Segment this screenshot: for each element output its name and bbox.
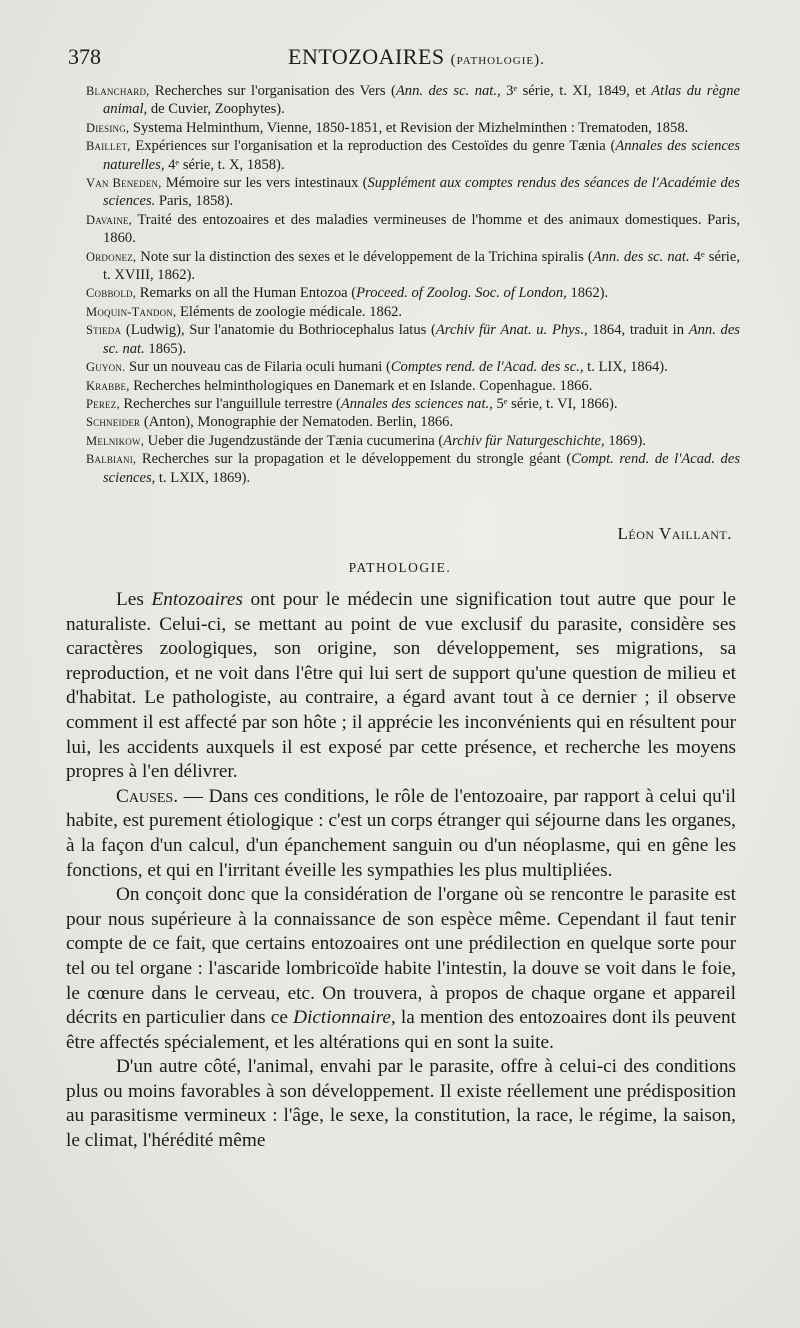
bibliography-entry — [86, 321, 740, 358]
bibliography-entry — [86, 450, 740, 487]
bibliography-entry — [86, 119, 740, 137]
entry-text: 1862). — [566, 285, 609, 302]
entry-text: (Ludwig), Sur l'anatomie du Bothriocephalus latus ( — [121, 322, 436, 339]
bibliography-entry — [86, 432, 740, 450]
section-heading: PATHOLOGIE. — [348, 560, 452, 575]
running-title-main: ENTOZOAIRES — [288, 44, 445, 69]
entry-text: 5ᵉ série, t. VI, 1866). — [492, 395, 618, 412]
entry-text: Remarks on all the Human Entozoa ( — [136, 285, 357, 302]
paragraph-text: Les — [116, 589, 152, 610]
body-paragraph — [66, 785, 736, 883]
entry-title: Atlas du règne animal, — [103, 83, 740, 118]
body-paragraph — [66, 588, 736, 785]
entry-author: Van Beneden, — [86, 176, 162, 191]
entry-text: Recherches sur la propagation et le développement du strongle géant ( — [136, 451, 572, 468]
entry-text: Sur un nouveau cas de Filaria oculi humani ( — [125, 359, 391, 376]
entry-author: Guyon. — [86, 360, 126, 375]
author-signature: Léon Vaillant. — [617, 524, 732, 543]
entry-title: Compt. rend. de l'Acad. des sciences, — [103, 451, 741, 486]
entry-text: Eléments de zoologie médicale. 1862. — [176, 303, 403, 320]
entry-text: 3ᵉ série, t. XI, 1849, et — [500, 83, 652, 99]
entry-text: Traité des entozoaires et des maladies vermineuses de l'homme et des animaux domestiques. Paris, 1860. — [103, 211, 740, 247]
entry-author: Stieda — [86, 323, 122, 338]
entry-text: t. LIX, 1864). — [583, 359, 668, 376]
bibliography-entry — [86, 303, 740, 321]
paragraph-text: la mention des entozoaires dont ils peuvent être affectés spécialement, et les altérations qui en sont la suite. — [66, 1007, 736, 1053]
entry-author: Balbiani, — [86, 452, 137, 467]
entry-author: Perez, — [86, 396, 120, 411]
entry-text: Recherches helminthologiques en Danemark et en Islande. Copenhague. 1866. — [129, 377, 593, 394]
entry-text: de Cuvier, Zoophytes). — [147, 101, 285, 118]
entry-title: Archiv für Anat. u. Phys., — [435, 322, 588, 339]
bibliography-entry — [86, 248, 740, 285]
entry-title: Supplément aux comptes rendus des séances de l'Académie des sciences. — [103, 175, 740, 210]
bibliography-entry — [86, 377, 740, 395]
entry-text: t. LXIX, 1869). — [155, 469, 251, 486]
body-paragraph — [66, 883, 736, 1055]
bibliography-entry — [86, 211, 740, 248]
entry-text: (Anton), Monographie der Nematoden. Berlin, 1866. — [140, 414, 454, 431]
bibliography-entry — [86, 395, 740, 413]
entry-author: Diesing, — [86, 120, 130, 135]
entry-author: Melnikow, — [86, 433, 145, 448]
paragraph-text: ont pour le médecin une signification tout autre que pour le naturaliste. Celui-ci, se mettant au point de vue exclusif du parasite, considère ses caractères zoologiques, son origine, son développement, ses migrations, sa reproduction, et ne voit dans l'être qui lui sert de support qu'une question de milieu et d'habitat. Le pathologiste, au contraire, a égard avant tout à ce dernier ; il observe comment il est affecté par son hôte ; il apprécie les inconvénients qui en résultent pour lui, les accidents auxquels il est exposé par cette présence, et recherche les moyens propres à l'en délivrer. — [66, 589, 736, 783]
entry-author: Krabbe, — [86, 378, 130, 393]
page-number: 378 — [68, 44, 101, 69]
paragraph-text: On conçoit donc que la considération de l'organe où se rencontre le parasite est pour nous supérieure à la connaissance de son espèce même. Cependant il faut tenir compte de ce fait, que certains entozoaires ont une prédilection en quelque sorte pour tel ou tel organe : l'ascaride lombricoïde habite l'intestin, la douve se voit dans le foie, le cœnure dans le cerveau, etc. On trouvera, à propos de chaque organe et appareil décrits en particulier dans ce — [66, 884, 736, 1029]
entry-text: Recherches sur l'organisation des Vers ( — [149, 83, 396, 99]
entry-text: 4ᵉ série, t. XVIII, 1862). — [103, 248, 740, 284]
entry-author: Cobbold, — [86, 286, 137, 301]
entry-text: Note sur la distinction des sexes et le développement de la Trichina spiralis ( — [136, 248, 593, 265]
entry-author: Davaine, — [86, 212, 132, 227]
entry-text: 1864, traduit in — [587, 322, 689, 339]
page-header — [68, 44, 738, 84]
paragraph-text: — Dans ces conditions, le rôle de l'entozoaire, par rapport à celui qu'il habite, est purement étiologique : c'est un corps étranger qui séjourne dans les organes, à la façon d'un calcul, d'un épanchement sanguin ou d'un néoplasme, qui en gêne les fonctions, et qui en l'irritant éveille les sympathies les plus multipliées. — [66, 785, 736, 881]
paragraph-emphasis: Entozoaires — [151, 589, 243, 610]
entry-title: Annales des sciences nat., — [340, 395, 493, 412]
entry-text: 1865). — [144, 340, 187, 357]
paragraph-text: D'un autre côté, l'animal, envahi par le parasite, offre à celui-ci des conditions plus ou moins favorables à son développement. Il existe réellement une prédisposition au parasitisme vermineux : l'âge, le sexe, la constitution, la race, le régime, la saison, le climat, l'hérédité même — [66, 1056, 736, 1152]
body-text — [66, 588, 736, 1154]
entry-title: Ann. des sc. nat., — [395, 83, 501, 99]
entry-title: Proceed. of Zoolog. Soc. of London, — [356, 285, 567, 302]
entry-author: Moquin-Tandon, — [86, 304, 177, 319]
bibliography-entry — [86, 284, 740, 302]
entry-title: Ann. des sc. nat. — [103, 322, 740, 357]
entry-text: Recherches sur l'anguillule terrestre ( — [119, 395, 341, 412]
bibliography-entry — [86, 82, 740, 119]
entry-text: Ueber die Jugendzustände der Tænia cucumerina ( — [144, 432, 444, 449]
entry-text: Expériences sur l'organisation et la reproduction des Cestoïdes du genre Tænia ( — [130, 138, 616, 155]
bibliography-entry — [86, 137, 740, 174]
bibliography — [86, 82, 740, 487]
bibliography-entry — [86, 413, 740, 431]
entry-author: Schneider — [86, 415, 141, 430]
bibliography-entry — [86, 174, 740, 211]
entry-author: Baillet, — [86, 139, 131, 154]
entry-author: Ordonez, — [86, 249, 137, 264]
entry-title: Ann. des sc. nat. — [592, 248, 690, 265]
entry-text: 1869). — [604, 432, 647, 449]
entry-text: 4ᵉ série, t. X, 1858). — [164, 156, 285, 173]
entry-text: Paris, 1858). — [155, 193, 234, 210]
running-title-sub: (pathologie). — [450, 52, 545, 68]
entry-title: Archiv für Naturgeschichte, — [443, 432, 605, 449]
entry-title: Annales des sciences naturelles, — [103, 138, 740, 173]
body-paragraph — [66, 1055, 736, 1153]
entry-text: Systema Helminthum, Vienne, 1850-1851, et Revision der Mizhelminthen : Trematoden, 1858. — [129, 119, 689, 136]
paragraph-emphasis: Dictionnaire, — [293, 1007, 396, 1029]
entry-author: Blanchard, — [86, 84, 150, 98]
running-title — [288, 44, 545, 70]
paragraph-lead: Causes. — [116, 785, 179, 807]
entry-title: Comptes rend. de l'Acad. des sc., — [390, 359, 584, 376]
entry-text: Mémoire sur les vers intestinaux ( — [161, 175, 368, 192]
bibliography-entry — [86, 358, 740, 376]
